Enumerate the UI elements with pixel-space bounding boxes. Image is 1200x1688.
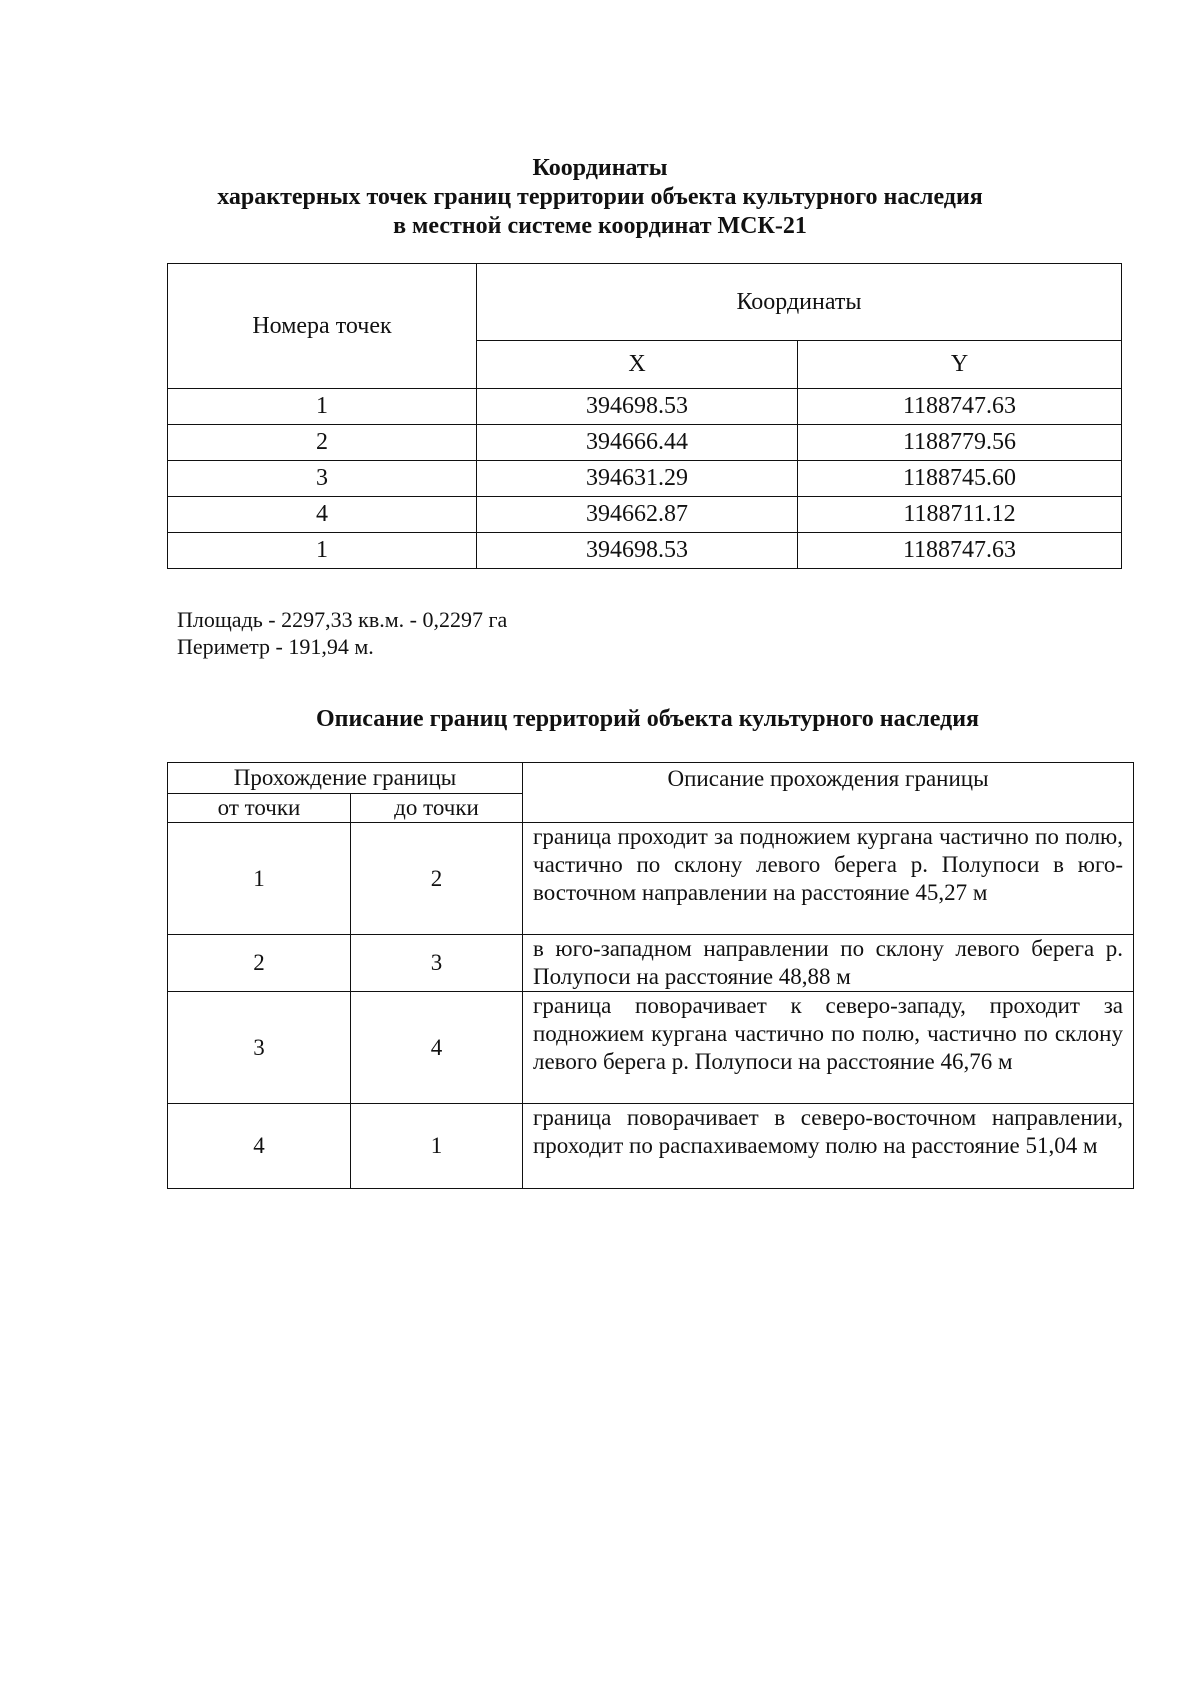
table-row	[168, 497, 1122, 533]
description-cell: граница поворачивает в северо-восточном направлении, проходит по распахиваемому полю на расстояние 51,04 м	[523, 1104, 1134, 1189]
x-cell: 394662.87	[477, 497, 798, 533]
x-cell: 394666.44	[477, 425, 798, 461]
header-point-numbers: Номера точек	[168, 264, 477, 389]
from-point-cell: 4	[168, 1104, 351, 1189]
perimeter-text: Периметр - 191,94 м.	[177, 634, 374, 659]
to-point-cell: 4	[351, 992, 523, 1104]
table-row	[168, 425, 1122, 461]
point-number-cell: 3	[168, 461, 477, 497]
header-from-point: от точки	[168, 794, 351, 823]
x-cell: 394698.53	[477, 389, 798, 425]
area-text: Площадь - 2297,33 кв.м. - 0,2297 га	[177, 607, 508, 632]
x-cell: 394698.53	[477, 533, 798, 569]
header-to-point: до точки	[351, 794, 523, 823]
coordinates-table	[167, 263, 1122, 569]
from-point-cell: 1	[168, 823, 351, 935]
header-y: Y	[798, 341, 1122, 389]
table-row	[168, 1104, 1134, 1189]
y-cell: 1188747.63	[798, 533, 1122, 569]
document-title	[0, 154, 1200, 241]
description-cell: в юго-западном направлении по склону левого берега р. Полупоси на расстояние 48,88 м	[523, 935, 1134, 992]
y-cell: 1188711.12	[798, 497, 1122, 533]
description-cell: граница поворачивает к северо-западу, проходит за подножием кургана частично по полю, частично по склону левого берега р. Полупоси на расстояние 46,76 м	[523, 992, 1134, 1104]
title-line-1: Координаты	[532, 155, 668, 181]
header-x: X	[477, 341, 798, 389]
from-point-cell: 3	[168, 992, 351, 1104]
coordinates-header-row	[168, 264, 1122, 341]
area-perimeter-summary	[177, 606, 507, 660]
header-boundary-passage: Прохождение границы	[168, 763, 523, 794]
boundary-description-table	[167, 762, 1134, 1189]
title-line-2: характерных точек границ территории объекта культурного наследия	[217, 184, 983, 210]
to-point-cell: 2	[351, 823, 523, 935]
description-header-row	[168, 763, 1134, 794]
point-number-cell: 1	[168, 533, 477, 569]
title-line-3: в местной системе координат МСК-21	[393, 213, 807, 239]
table-row	[168, 461, 1122, 497]
y-cell: 1188779.56	[798, 425, 1122, 461]
to-point-cell: 1	[351, 1104, 523, 1189]
table-row	[168, 823, 1134, 935]
point-number-cell: 4	[168, 497, 477, 533]
description-section-title: Описание границ территорий объекта культурного наследия	[315, 706, 980, 732]
from-point-cell: 2	[168, 935, 351, 992]
point-number-cell: 1	[168, 389, 477, 425]
table-row	[168, 935, 1134, 992]
y-cell: 1188745.60	[798, 461, 1122, 497]
to-point-cell: 3	[351, 935, 523, 992]
header-passage-description: Описание прохождения границы	[523, 763, 1134, 823]
table-row	[168, 389, 1122, 425]
point-number-cell: 2	[168, 425, 477, 461]
table-row	[168, 992, 1134, 1104]
description-cell: граница проходит за подножием кургана частично по полю, частично по склону левого берега р. Полупоси в юго-восточном направлении на расстояние 45,27 м	[523, 823, 1134, 935]
table-row	[168, 533, 1122, 569]
x-cell: 394631.29	[477, 461, 798, 497]
header-coordinates: Координаты	[477, 264, 1122, 341]
y-cell: 1188747.63	[798, 389, 1122, 425]
